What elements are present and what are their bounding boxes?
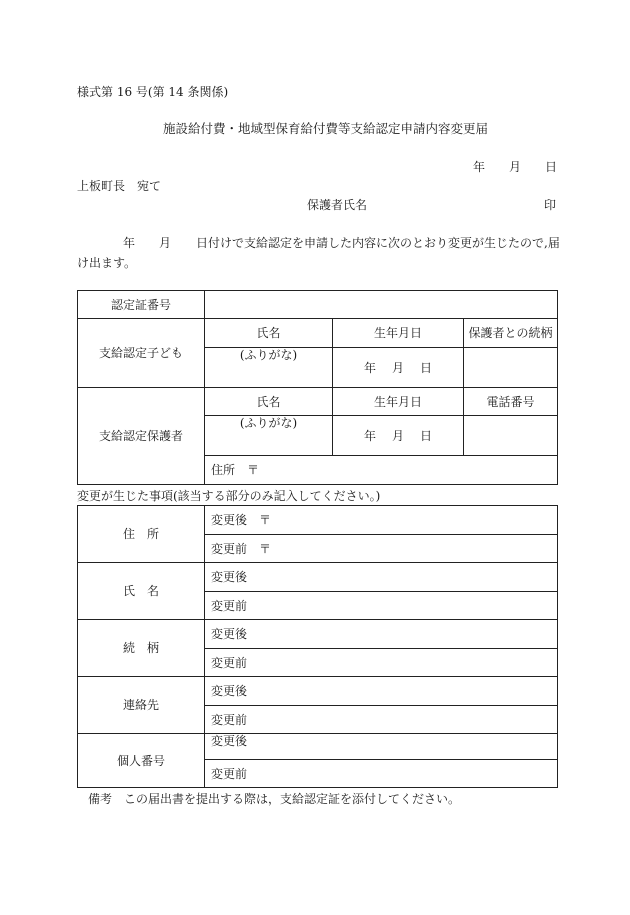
date-month: 月 xyxy=(509,160,522,174)
intro-month: 月 xyxy=(159,236,172,250)
before-label: 変更前 xyxy=(211,766,248,781)
note: 備考 この届出書を提出する際は，支給認定証を添付してください。 xyxy=(88,792,461,806)
furigana-label: (ふりがな) xyxy=(239,416,298,430)
year-label: 年 xyxy=(363,428,376,443)
change-label-address: 住 所 xyxy=(78,506,205,563)
changes-table xyxy=(77,505,558,788)
after-label: 変更後 xyxy=(211,627,248,641)
change-label-name: 氏 名 xyxy=(78,563,205,620)
name-before-field[interactable] xyxy=(205,592,558,620)
furigana-label: (ふりがな) xyxy=(239,348,298,362)
intro-line1: 日付けで支給認定を申請した内容に次のとおり変更が生じたので,届 xyxy=(196,236,560,250)
change-label-relation: 続 柄 xyxy=(78,620,205,677)
address-label: 住所 〒 xyxy=(211,463,260,477)
seal-mark: 印 xyxy=(544,198,557,212)
date-year: 年 xyxy=(473,160,486,174)
address-after-field[interactable] xyxy=(205,506,558,535)
before-label: 変更前 〒 xyxy=(211,541,272,556)
contact-after-field[interactable] xyxy=(205,677,558,706)
before-label: 変更前 xyxy=(211,598,248,613)
after-label: 変更後 xyxy=(211,734,248,748)
guardian-name-header: 氏名 xyxy=(205,388,333,416)
name-after-field[interactable] xyxy=(205,563,558,592)
child-label: 支給認定子ども xyxy=(78,319,205,388)
child-birthdate-header: 生年月日 xyxy=(333,319,464,348)
date-day: 日 xyxy=(545,160,558,174)
after-label: 変更後 〒 xyxy=(211,513,272,527)
year-label: 年 xyxy=(363,360,376,375)
child-birthdate-field[interactable] xyxy=(333,348,464,388)
day-label: 日 xyxy=(420,428,433,443)
intro-year: 年 xyxy=(123,236,136,250)
guardian-phone-header: 電話番号 xyxy=(464,388,558,416)
guardian-birthdate-header: 生年月日 xyxy=(333,388,464,416)
guardian-address-field[interactable] xyxy=(205,456,558,485)
intro-line2: け出ます。 xyxy=(77,256,137,270)
change-label-contact: 連絡先 xyxy=(78,677,205,734)
before-label: 変更前 xyxy=(211,712,248,727)
address-before-field[interactable] xyxy=(205,535,558,563)
guardian-name-label: 保護者氏名 xyxy=(307,198,368,212)
cert-number-field[interactable] xyxy=(205,291,558,319)
child-relation-field[interactable] xyxy=(464,348,558,388)
contact-before-field[interactable] xyxy=(205,706,558,734)
change-label-personal-number: 個人番号 xyxy=(78,734,205,788)
day-label: 日 xyxy=(420,360,433,375)
relation-after-field[interactable] xyxy=(205,620,558,649)
form-title: 施設給付費・地域型保育給付費等支給認定申請内容変更届 xyxy=(163,121,489,136)
guardian-label: 支給認定保護者 xyxy=(78,388,205,485)
personal-number-after-field[interactable] xyxy=(205,734,558,760)
guardian-phone-field[interactable] xyxy=(464,416,558,456)
child-name-header: 氏名 xyxy=(205,319,333,348)
month-label: 月 xyxy=(391,428,404,443)
month-label: 月 xyxy=(391,360,404,375)
certification-table xyxy=(77,290,558,485)
form-number: 様式第 16 号(第 14 条関係) xyxy=(77,85,229,99)
guardian-name-field[interactable] xyxy=(205,416,333,456)
cert-number-label: 認定証番号 xyxy=(78,291,205,319)
changes-heading: 変更が生じた事項(該当する部分のみ記入してください。) xyxy=(77,489,381,503)
personal-number-before-field[interactable] xyxy=(205,760,558,788)
addressee: 上板町長 宛て xyxy=(77,179,162,193)
child-relation-header: 保護者との続柄 xyxy=(464,319,558,348)
relation-before-field[interactable] xyxy=(205,649,558,677)
after-label: 変更後 xyxy=(211,684,248,698)
guardian-birthdate-field[interactable] xyxy=(333,416,464,456)
child-name-field[interactable] xyxy=(205,348,333,388)
before-label: 変更前 xyxy=(211,655,248,670)
after-label: 変更後 xyxy=(211,570,248,584)
